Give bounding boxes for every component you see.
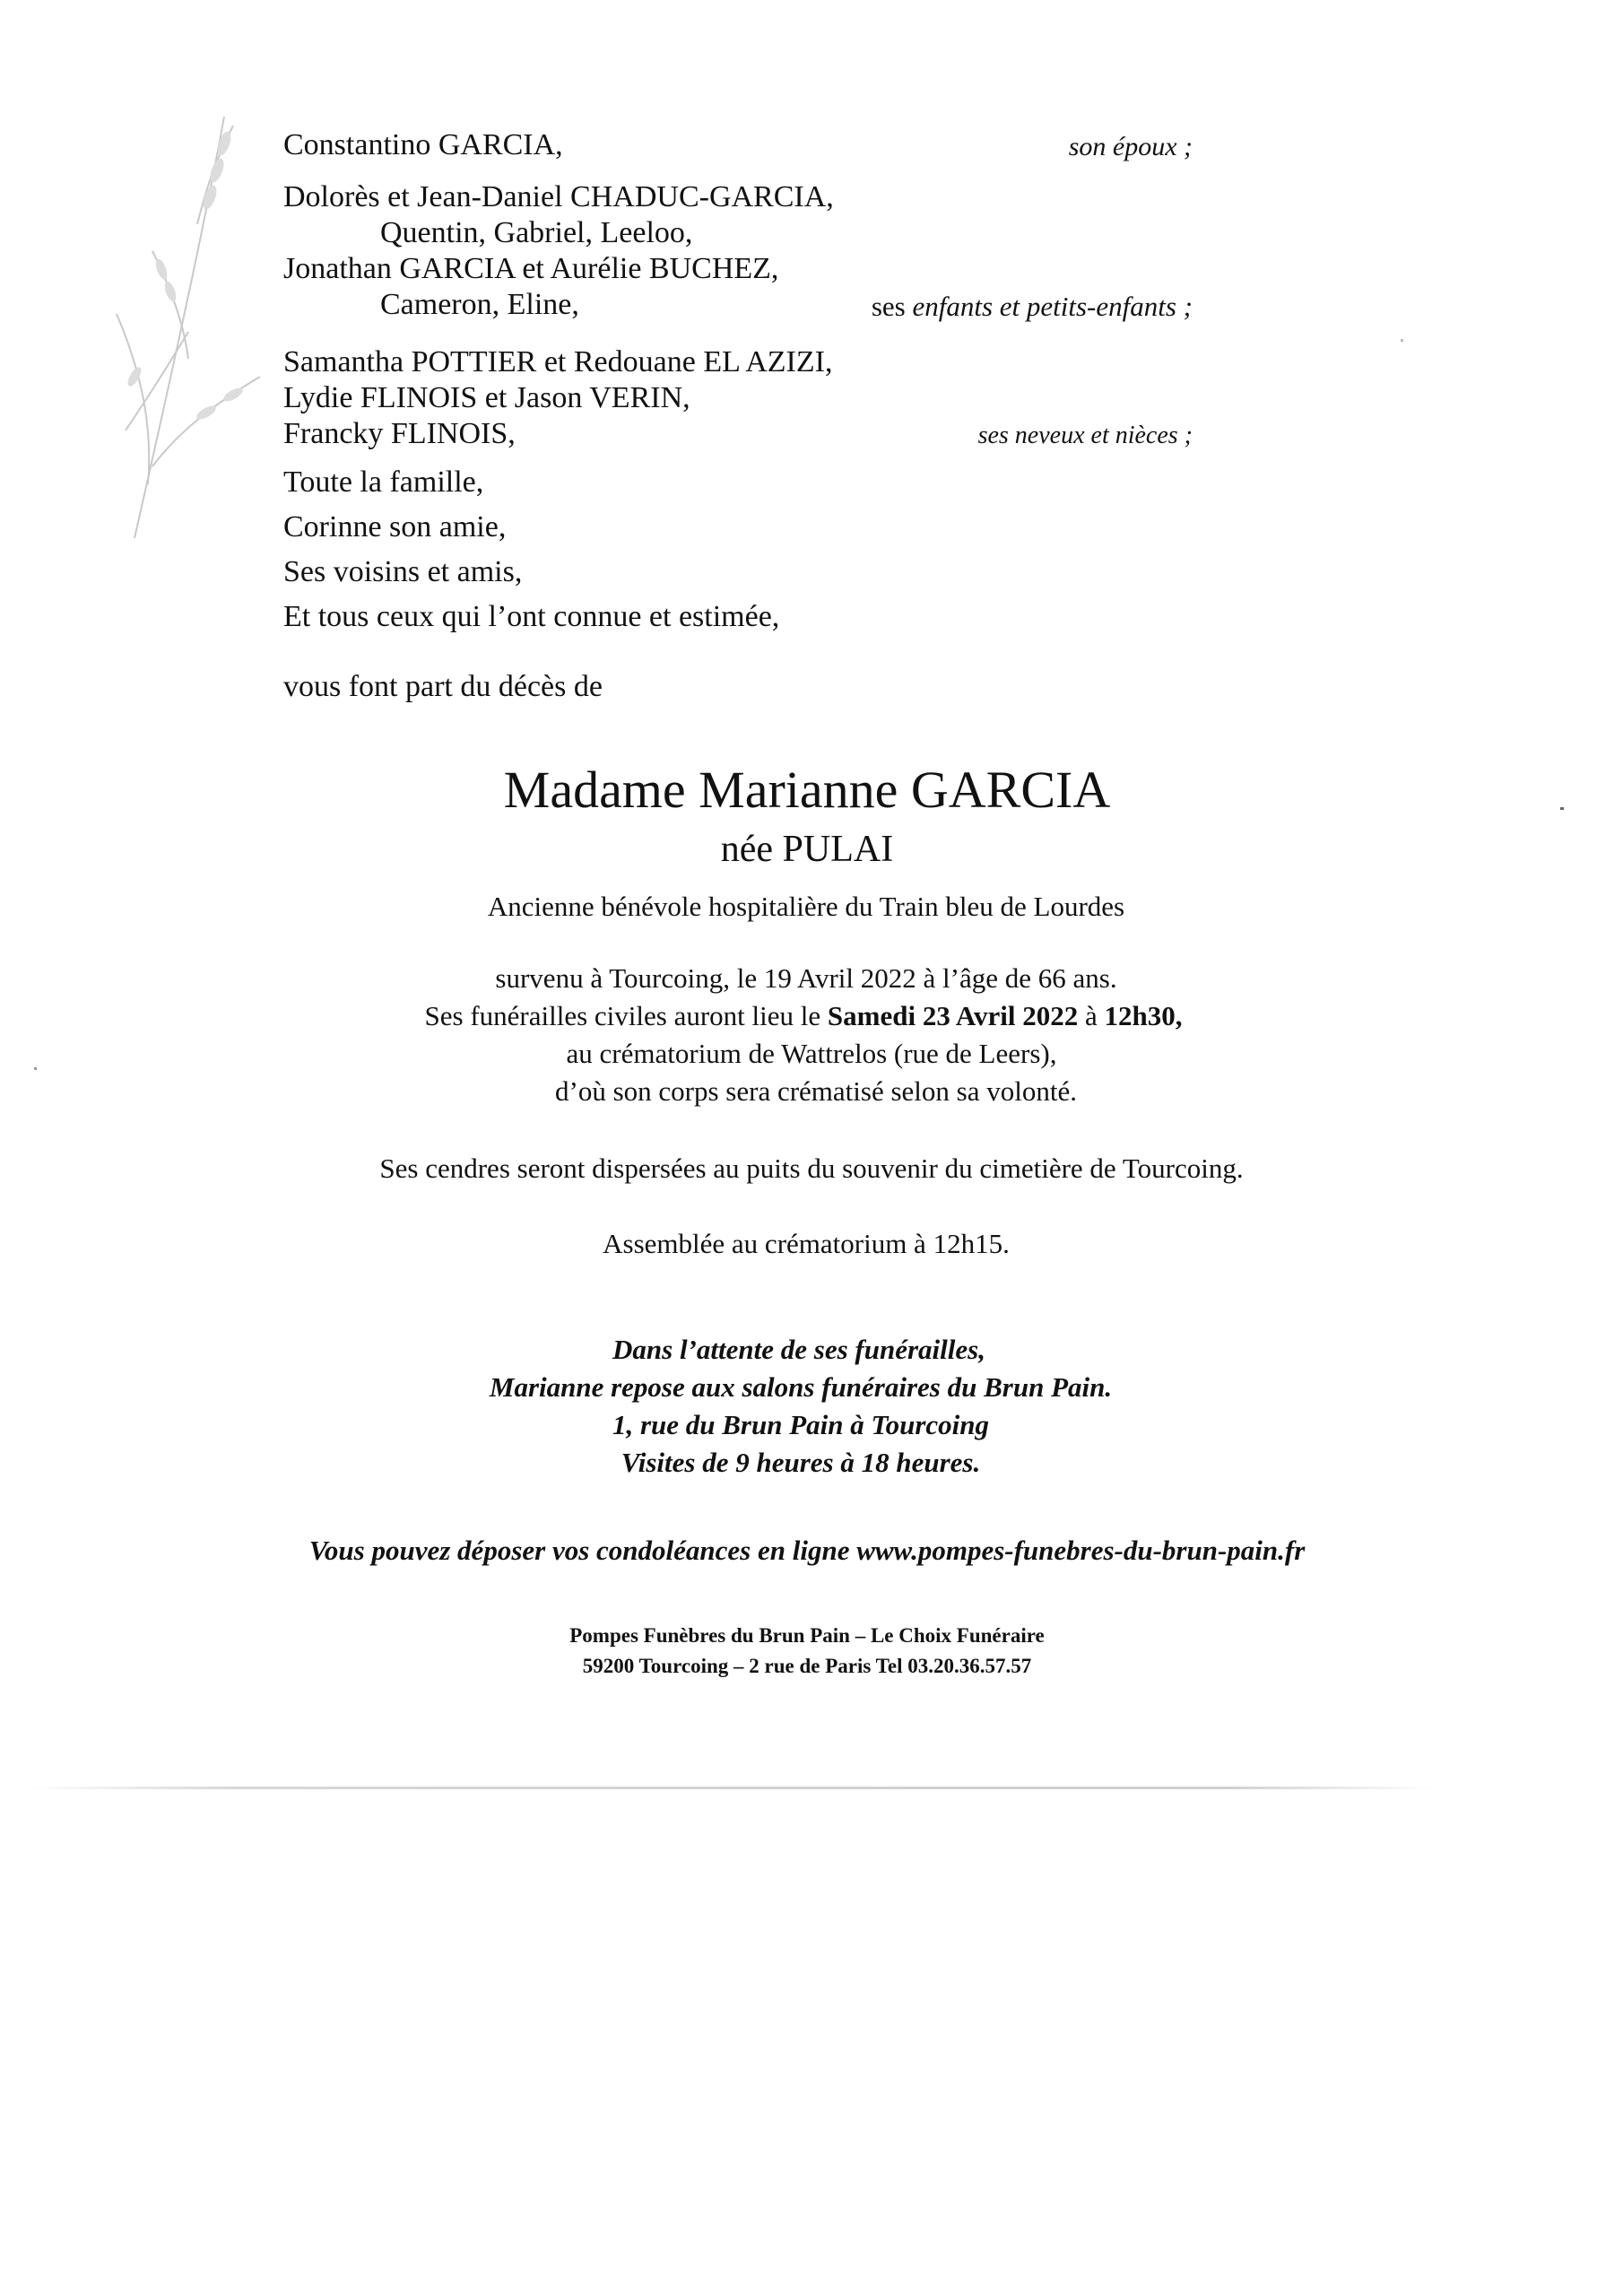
visits-line-4: Visites de 9 heures à 18 heures. xyxy=(621,1447,981,1478)
announce-text: vous font part du décès de xyxy=(283,670,603,703)
children-line-1: Dolorès et Jean-Daniel CHADUC-GARCIA, xyxy=(283,180,834,213)
assembly-details: Assemblée au crématorium à 12h15. xyxy=(603,1228,1010,1259)
footer-line-1: Pompes Funèbres du Brun Pain – Le Choix Funéraire xyxy=(569,1624,1045,1647)
visits-line-1: Dans l’attente de ses funérailles, xyxy=(612,1334,985,1365)
family-other-2: Corinne son amie, xyxy=(283,510,507,544)
visits-line-3: 1, rue du Brun Pain à Tourcoing xyxy=(612,1409,990,1440)
family-other-4: Et tous ceux qui l’ont connue et estimée, xyxy=(283,600,780,633)
visits-line-2: Marianne repose aux salons funéraires du Brun Pain. xyxy=(489,1371,1113,1403)
family-other-3: Ses voisins et amis, xyxy=(283,555,523,588)
children-relation xyxy=(872,289,1193,325)
family-other-1: Toute la famille, xyxy=(283,465,484,499)
scan-speck xyxy=(1560,807,1564,810)
funeral-location: au crématorium de Wattrelos (rue de Leers), xyxy=(566,1038,1057,1069)
spouse-relation: son époux ; xyxy=(1068,132,1193,161)
funeral-mid: à xyxy=(1084,1000,1098,1031)
deceased-maiden-name: née PULAI xyxy=(720,829,894,870)
scan-speck xyxy=(34,1067,37,1070)
scan-speck xyxy=(1401,339,1403,342)
death-details: survenu à Tourcoing, le 19 Avril 2022 à l’âge de 66 ans. xyxy=(495,962,1117,994)
nephews-relation: ses neveux et nièces ; xyxy=(977,422,1193,449)
grandchildren-line-1: Quentin, Gabriel, Leeloo, xyxy=(380,216,693,249)
nephews-line-2: Lydie FLINOIS et Jason VERIN, xyxy=(283,381,690,414)
cremation-details: d’où son corps sera crématisé selon sa volonté. xyxy=(555,1075,1077,1107)
footer-line-2: 59200 Tourcoing – 2 rue de Paris Tel 03.20.36.57.57 xyxy=(582,1655,1032,1677)
deceased-name: Madame Marianne GARCIA xyxy=(503,761,1111,819)
children-line-2: Jonathan GARCIA et Aurélie BUCHEZ, xyxy=(283,252,779,285)
divider xyxy=(27,1787,1435,1789)
children-relation-prefix: ses xyxy=(871,291,906,322)
grandchildren-line-2: Cameron, Eline, xyxy=(380,288,579,321)
deceased-description: Ancienne bénévole hospitalière du Train bleu de Lourdes xyxy=(487,891,1125,922)
children-relation-italic: enfants et petits-enfants ; xyxy=(912,291,1193,322)
funeral-details xyxy=(0,997,1615,1035)
wheat-stalk-icon xyxy=(99,108,278,556)
funeral-time: 12h30, xyxy=(1104,1000,1183,1031)
condolences-text: Vous pouvez déposer vos condoléances en ligne www.pompes-funebres-du-brun-pain.fr xyxy=(308,1535,1306,1566)
funeral-date: Samedi 23 Avril 2022 xyxy=(827,1000,1079,1031)
nephews-line-3: Francky FLINOIS, xyxy=(283,417,516,450)
ashes-details: Ses cendres seront dispersées au puits du souvenir du cimetière de Tourcoing. xyxy=(379,1152,1244,1184)
nephews-line-1: Samantha POTTIER et Redouane EL AZIZI, xyxy=(283,345,833,378)
spouse-name: Constantino GARCIA, xyxy=(283,128,563,161)
funeral-prefix: Ses funérailles civiles auront lieu le xyxy=(424,1000,821,1031)
